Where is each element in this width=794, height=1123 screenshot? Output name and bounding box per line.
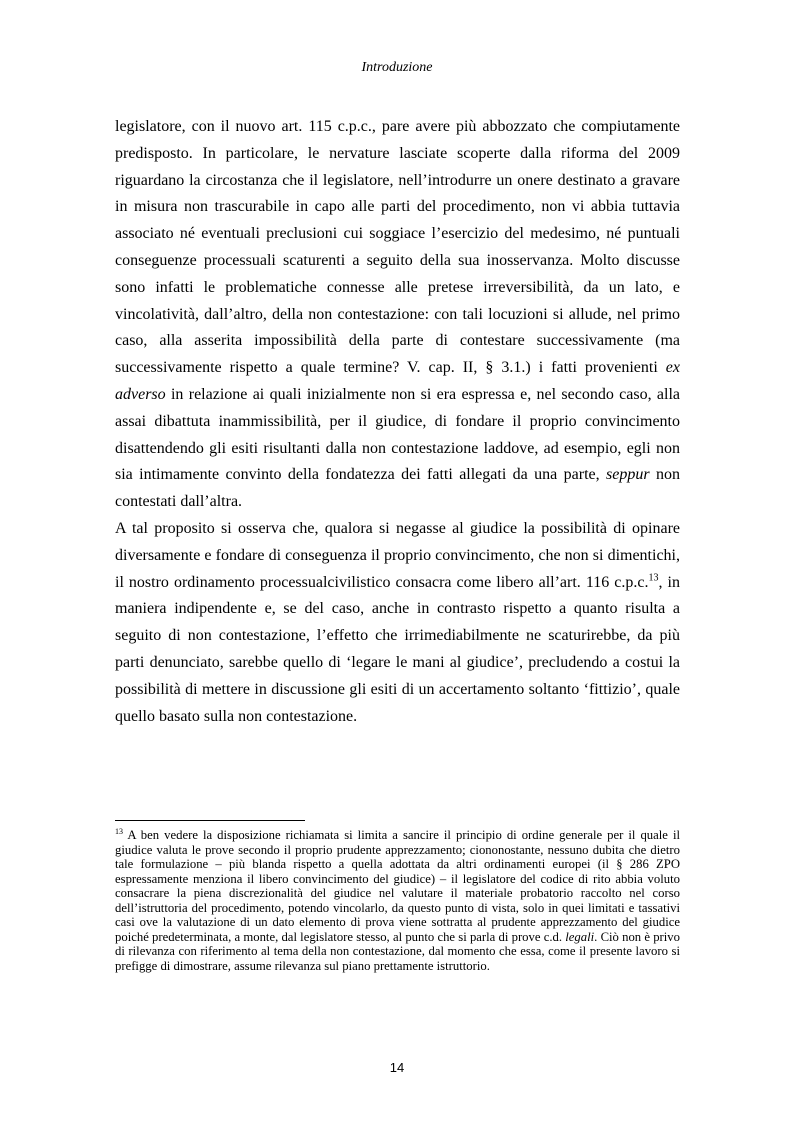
paragraph-1-text-a: legislatore, con il nuovo art. 115 c.p.c., pare avere più abbozzato che compiutamente predisposto. In particolare, le nervature lasciate scoperte dalla riforma del 2009 riguardano la circostanza che il legislatore, nell’introdurre un onere destinato a gravare in misura non trascurabile in capo alle parti del procedimento, non vi abbia tuttavia associato né eventuali preclusioni cui soggiace l’esercizio del medesimo, né puntuali conseguenze processuali scaturenti a seguito della sua inosservanza. Molto discusse sono infatti le problematiche connesse alle pretese irreversibilità, da un lato, e vincolatività, dall’altro, della non contestazione: con tali locuzioni si allude, nel primo caso, alla asserita impossibilità della parte di contestare successivamente (ma successivamente rispetto a quale termine? V. cap. II, § 3.1.) i fatti provenienti: [115, 118, 680, 377]
running-header: Introduzione: [361, 60, 433, 75]
paragraph-1-italic-ex-adverso: ex adverso: [115, 359, 680, 403]
footnote-text-a: A ben vedere la disposizione richiamata si limita a sancire il principio di ordine generale per il quale il giudice valuta le prove secondo il proprio prudente apprezzamento; ciononostante, nessuno dubita che dietro tale formulazione – più blanda rispetto a quella adottata da altri ordinamenti europei (il § 286 ZPO espressamente menziona il libero convincimento del giudice) – il legislatore del codice di rito abbia voluto consacrare la piena discrezionalità del giudice nel valutare il materiale probatorio raccolto nel corso dell’istruttoria del procedimento, potendo vincolarlo, da questo punto di vista, solo in quei limitati e tassativi casi ove la valutazione di un dato elemento di prova viene sottratta al prudente apprezzamento del giudice poiché predeterminata, a monte, dal legislatore stesso, al punto che si parla di prove c.d.: [115, 828, 680, 944]
paragraph-1-text-b: in relazione ai quali inizialmente non si era espressa e, nel secondo caso, alla assai dibattuta inammissibilità, per il giudice, di fondare il proprio convincimento disattendendo gli esiti risultanti dalla non contestazione laddove, ad esempio, egli non sia intimamente convinto della fondatezza dei fatti allegati da una parte,: [115, 385, 680, 484]
paragraph-1-italic-seppur: seppur: [606, 466, 650, 484]
footnote-separator: [115, 820, 305, 821]
footnote-reference[interactable]: 13: [648, 572, 659, 584]
body-text: [115, 114, 680, 730]
paragraph-2-text-b: , in maniera indipendente e, se del caso, anche in contrasto rispetto a quanto risulta a seguito di non contestazione, l’effetto che irrimediabilmente ne scaturirebbe, da più parti denunciato, sarebbe quello di ‘legare le mani al giudice’, precludendo a costui la possibilità di mettere in discussione gli esiti di un accertamento soltanto ‘fittizio’, quale quello basato sulla non contestazione.: [115, 573, 681, 725]
footnote-text-b: . Ciò non è privo di rilevanza con riferimento al tema della non contestazione, dal momento che essa, come il presente lavoro si prefigge di dimostrare, assume rilevanza sul piano prettamente istruttorio.: [115, 929, 680, 973]
footnote-number: 13: [115, 826, 123, 836]
paragraph-2-text-a: A tal proposito si osserva che, qualora si negasse al giudice la possibilità di opinare diversamente e fondare di conseguenza il proprio convincimento, che non si dimentichi, il nostro ordinamento processualcivilistico consacra come libero all’art. 116 c.p.c.: [115, 519, 680, 591]
paragraph-1-text-c: non contestati dall’altra.: [115, 466, 681, 511]
footnote-13: [115, 828, 680, 973]
paragraph-1: [115, 114, 680, 516]
footnote-italic-legali: legali: [565, 929, 595, 944]
page-number: 14: [389, 1060, 405, 1075]
paragraph-2: [115, 516, 680, 730]
footnote: [115, 828, 680, 973]
